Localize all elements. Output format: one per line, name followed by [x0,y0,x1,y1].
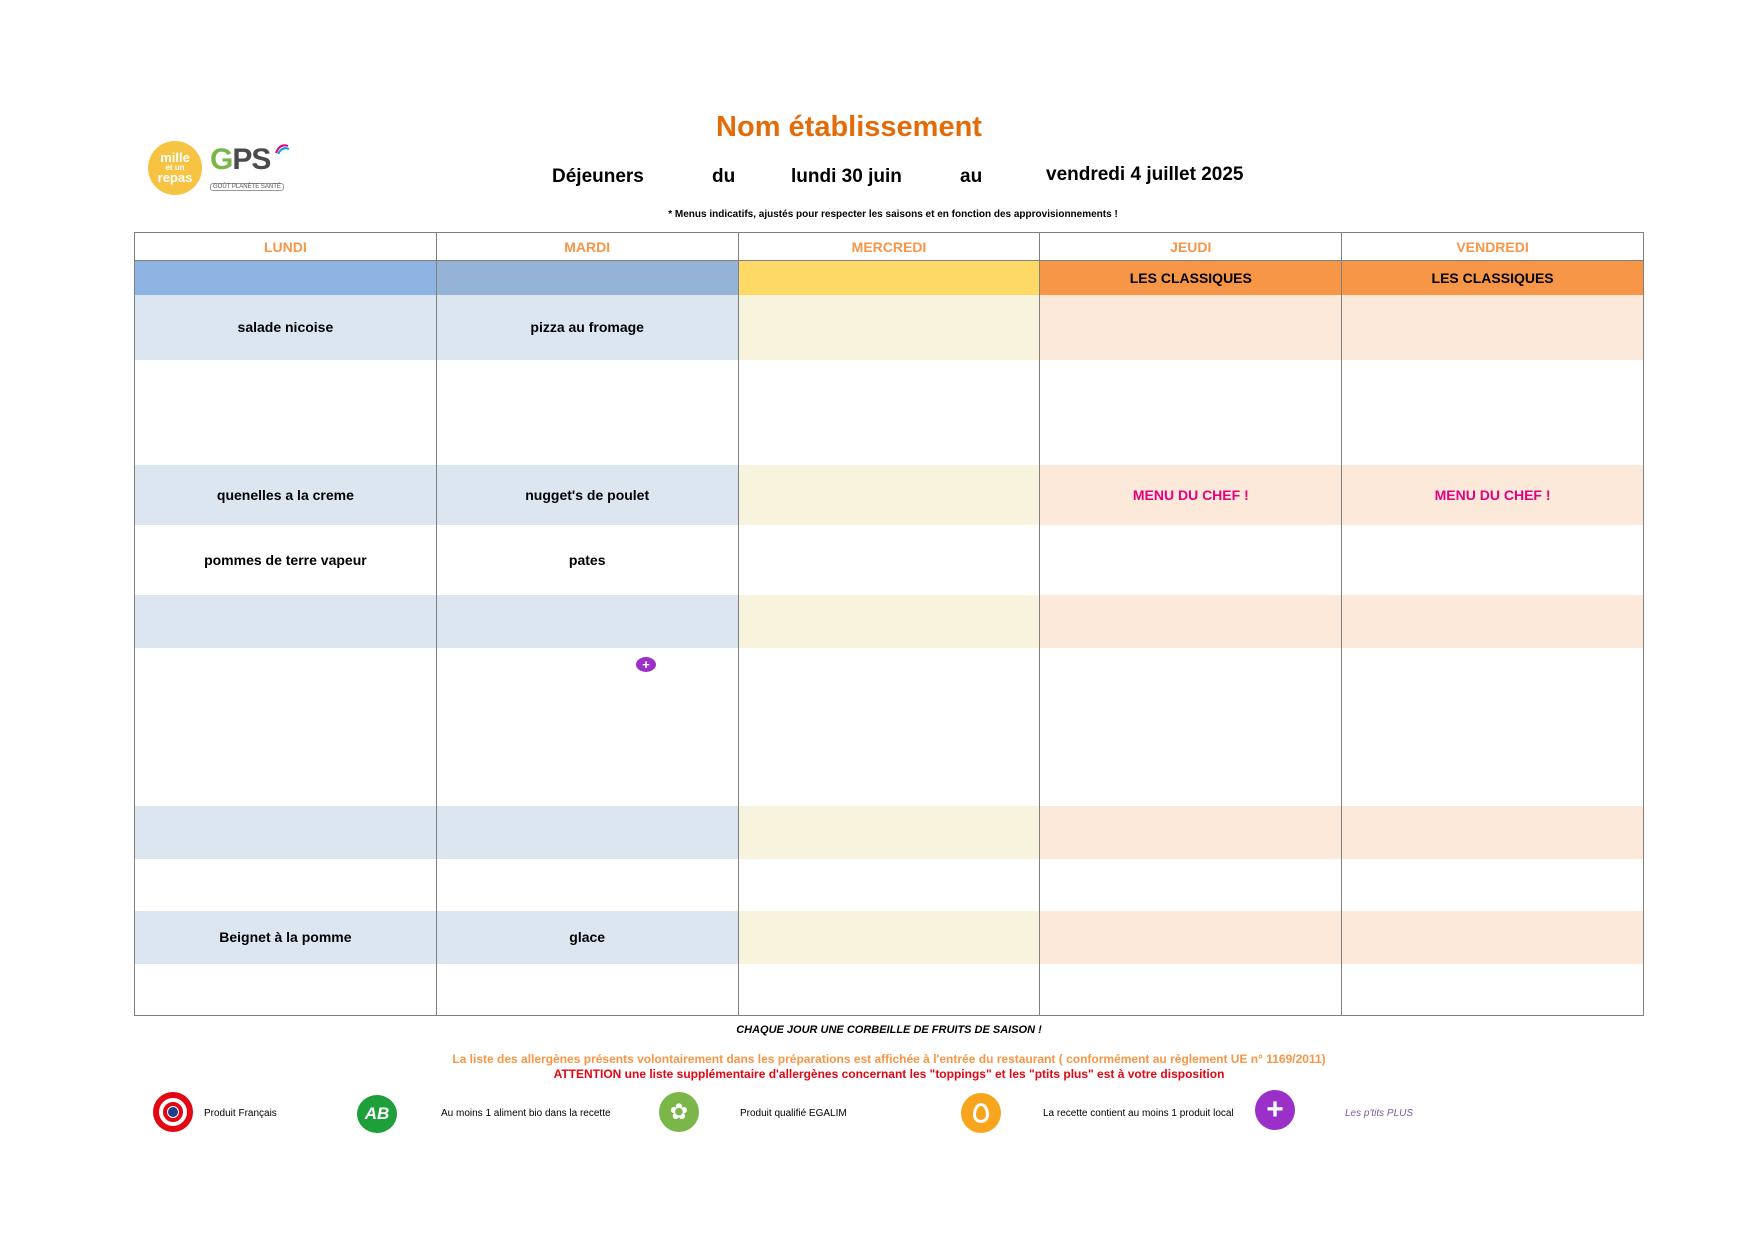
menu-cell: nugget's de poulet [436,465,738,525]
legend-ptits-plus-label: Les p'tits PLUS [1345,1108,1414,1119]
menu-row [135,595,1644,648]
theme-vendredi: LES CLASSIQUES [1342,261,1644,295]
menu-cell [135,806,437,859]
legend-local-label: La recette contient au moins 1 produit local [1043,1108,1234,1119]
menu-cell [135,595,437,648]
menu-row [135,648,1644,806]
menu-cell: pates [436,525,738,595]
menu-cell [738,360,1040,465]
menu-cell: Beignet à la pomme [135,911,437,964]
menu-cell-chef: MENU DU CHEF ! [1040,465,1342,525]
menu-cell [1342,525,1644,595]
gps-tagline: GOÛT PLANÈTE SANTÉ [210,183,284,191]
menu-row [135,525,1644,595]
menu-cell [738,465,1040,525]
menu-cell [1342,964,1644,1016]
menu-cell [135,648,437,806]
menu-cell [1342,806,1644,859]
menu-cell [436,360,738,465]
theme-lundi [135,261,437,295]
menu-cell [1040,859,1342,911]
logo-mille-line1: mille [160,150,190,165]
menu-cell: quenelles a la creme [135,465,437,525]
menu-cell [738,964,1040,1016]
legend-egalim-label: Produit qualifié EGALIM [740,1108,847,1119]
fruits-note: CHAQUE JOUR UNE CORBEILLE DE FRUITS DE SAISON ! [736,1024,1042,1036]
menu-row [135,465,1644,525]
menu-cell [1040,806,1342,859]
menu-cell [1040,360,1342,465]
menu-row [135,911,1644,964]
theme-row [135,261,1644,295]
menu-cell [738,525,1040,595]
from-date: lundi 30 juin [791,166,902,187]
attention-note: ATTENTION une liste supplémentaire d'allergènes concernant les "toppings" et les "ptits plus" est à votre disposition [553,1067,1225,1081]
menu-cell [1040,525,1342,595]
menu-cell [436,806,738,859]
menu-note: * Menus indicatifs, ajustés pour respecter les saisons et en fonction des approvisionnements ! [668,209,1118,220]
menu-cell: salade nicoise [135,295,437,360]
menu-cell [1040,295,1342,360]
menu-cell [1040,595,1342,648]
logo-mille-line2: et un [165,163,185,172]
day-header-mardi: MARDI [436,233,738,261]
menu-cell [436,859,738,911]
menu-cell [1342,911,1644,964]
to-word: au [960,166,983,187]
menu-cell [436,964,738,1016]
gps-logo-s: S [251,143,271,176]
menu-cell [738,911,1040,964]
day-header-mercredi: MERCREDI [738,233,1040,261]
allergens-note: La liste des allergènes présents volontairement dans les préparations est affichée à l'entrée du restaurant ( conformément au règlement UE n° 1169/2011) [452,1052,1326,1066]
menu-row [135,360,1644,465]
legend-french-label: Produit Français [204,1108,277,1119]
menu-cell [738,806,1040,859]
ptits-plus-marker-icon: + [636,657,656,672]
menu-cell [436,595,738,648]
gps-logo-g: G [210,143,233,176]
legend-organic-label: Au moins 1 aliment bio dans la recette [441,1108,611,1119]
menu-cell [1342,360,1644,465]
ptits-plus-icon: + [1255,1090,1295,1130]
menu-cell [1342,648,1644,806]
egalim-icon [659,1092,699,1132]
theme-mercredi [738,261,1040,295]
to-date: vendredi 4 juillet 2025 [1046,164,1244,185]
menu-cell: pizza au fromage [436,295,738,360]
menu-cell [1342,859,1644,911]
menu-cell [1342,295,1644,360]
french-product-icon [153,1092,193,1132]
day-header-row [135,233,1644,261]
menu-cell [1040,648,1342,806]
menu-cell [1040,911,1342,964]
menu-cell [135,964,437,1016]
from-word: du [712,166,736,187]
gps-logo-p: P [232,143,252,176]
menu-row [135,295,1644,360]
menu-cell [1342,595,1644,648]
logo-mille-line3: repas [157,170,193,185]
page-title: Nom établissement [716,111,982,143]
menu-cell [738,595,1040,648]
menu-row [135,964,1644,1016]
egalim-glyph: ✿ [669,1099,689,1124]
menu-cell-chef: MENU DU CHEF ! [1342,465,1644,525]
local-pin-icon [961,1093,1001,1133]
day-header-lundi: LUNDI [135,233,437,261]
day-header-jeudi: JEUDI [1040,233,1342,261]
gps-logo [210,145,290,191]
menu-row [135,859,1644,911]
day-header-vendredi: VENDREDI [1342,233,1644,261]
menu-cell [738,295,1040,360]
menu-cell [135,360,437,465]
menu-cell: pommes de terre vapeur [135,525,437,595]
menu-cell [135,859,437,911]
menu-cell: glace [436,911,738,964]
organic-ab-icon: AB [357,1095,397,1133]
meal-label: Déjeuners [552,166,644,187]
theme-mardi [436,261,738,295]
menu-cell [1040,964,1342,1016]
menu-cell [738,859,1040,911]
menu-table [134,232,1644,1016]
gps-swoosh-icon [274,143,290,155]
menu-cell [738,648,1040,806]
mille-et-un-repas-logo [148,141,202,195]
theme-jeudi: LES CLASSIQUES [1040,261,1342,295]
menu-cell [436,648,738,806]
menu-row [135,806,1644,859]
